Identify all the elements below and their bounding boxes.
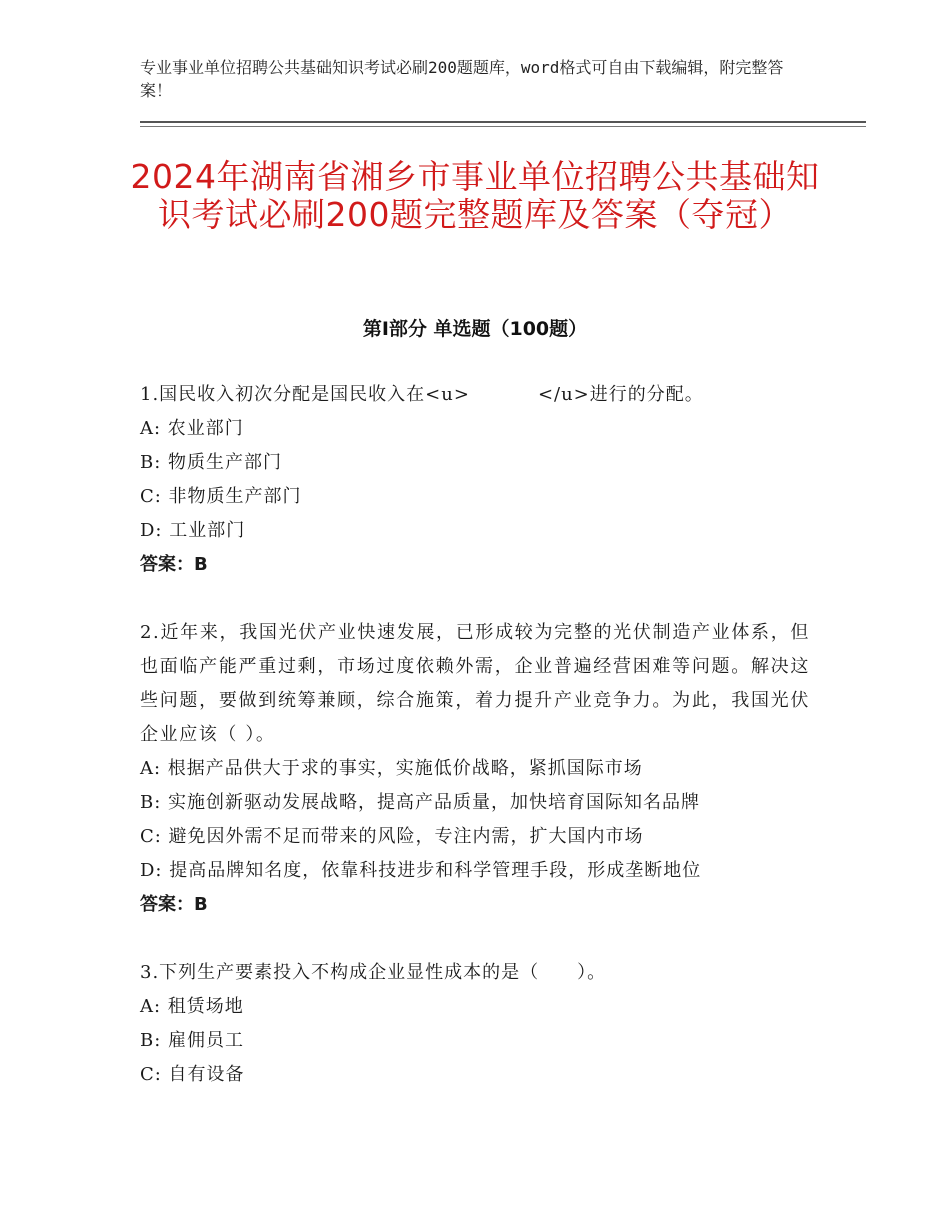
header-rule-thick	[140, 121, 866, 123]
option-d: D: 提高品牌知名度，依靠科技进步和科学管理手段，形成垄断地位	[140, 860, 702, 881]
option-c: C: 非物质生产部门	[140, 486, 302, 507]
question-list	[140, 378, 810, 1126]
option-b: B: 物质生产部门	[140, 452, 283, 473]
option-a: A: 农业部门	[140, 418, 244, 439]
option-b: B: 雇佣员工	[140, 1030, 245, 1051]
question-stem-part: 1.国民收入初次分配是国民收入在<u>	[140, 384, 470, 405]
question-2	[140, 616, 810, 922]
answer: 答案：B	[140, 894, 208, 915]
document-header-note: 专业事业单位招聘公共基础知识考试必刷200题题库，word格式可自由下载编辑，附完整答案！	[140, 58, 784, 100]
option-b: B: 实施创新驱动发展战略，提高产品质量，加快培育国际知名品牌	[140, 792, 701, 813]
option-a: A: 根据产品供大于求的事实，实施低价战略，紧抓国际市场	[140, 758, 643, 779]
option-c: C: 自有设备	[140, 1064, 245, 1085]
option-c: C: 避免因外需不足而带来的风险，专注内需，扩大国内市场	[140, 826, 644, 847]
question-stem-part: </u>进行的分配。	[537, 384, 704, 405]
question-stem	[140, 378, 810, 412]
section-title: 第Ⅰ部分 单选题（100题）	[362, 318, 588, 340]
header-rule-thin	[140, 126, 866, 127]
document-title: 2024年湖南省湘乡市事业单位招聘公共基础知识考试必刷200题完整题库及答案（夺冠）	[130, 157, 820, 234]
question-stem: 2.近年来，我国光伏产业快速发展，已形成较为完整的光伏制造产业体系，但也面临产能严重过剩，市场过度依赖外需，企业普遍经营困难等问题。解决这些问题，要做到统筹兼顾，综合施策，着力提升产业竞争力。为此，我国光伏企业应该（ ）。	[140, 622, 810, 745]
question-stem: 3.下列生产要素投入不构成企业显性成本的是（ ）。	[140, 962, 607, 983]
answer: 答案：B	[140, 554, 208, 575]
option-a: A: 租赁场地	[140, 996, 244, 1017]
question-1	[140, 378, 810, 582]
option-d: D: 工业部门	[140, 520, 246, 541]
question-3	[140, 956, 810, 1092]
